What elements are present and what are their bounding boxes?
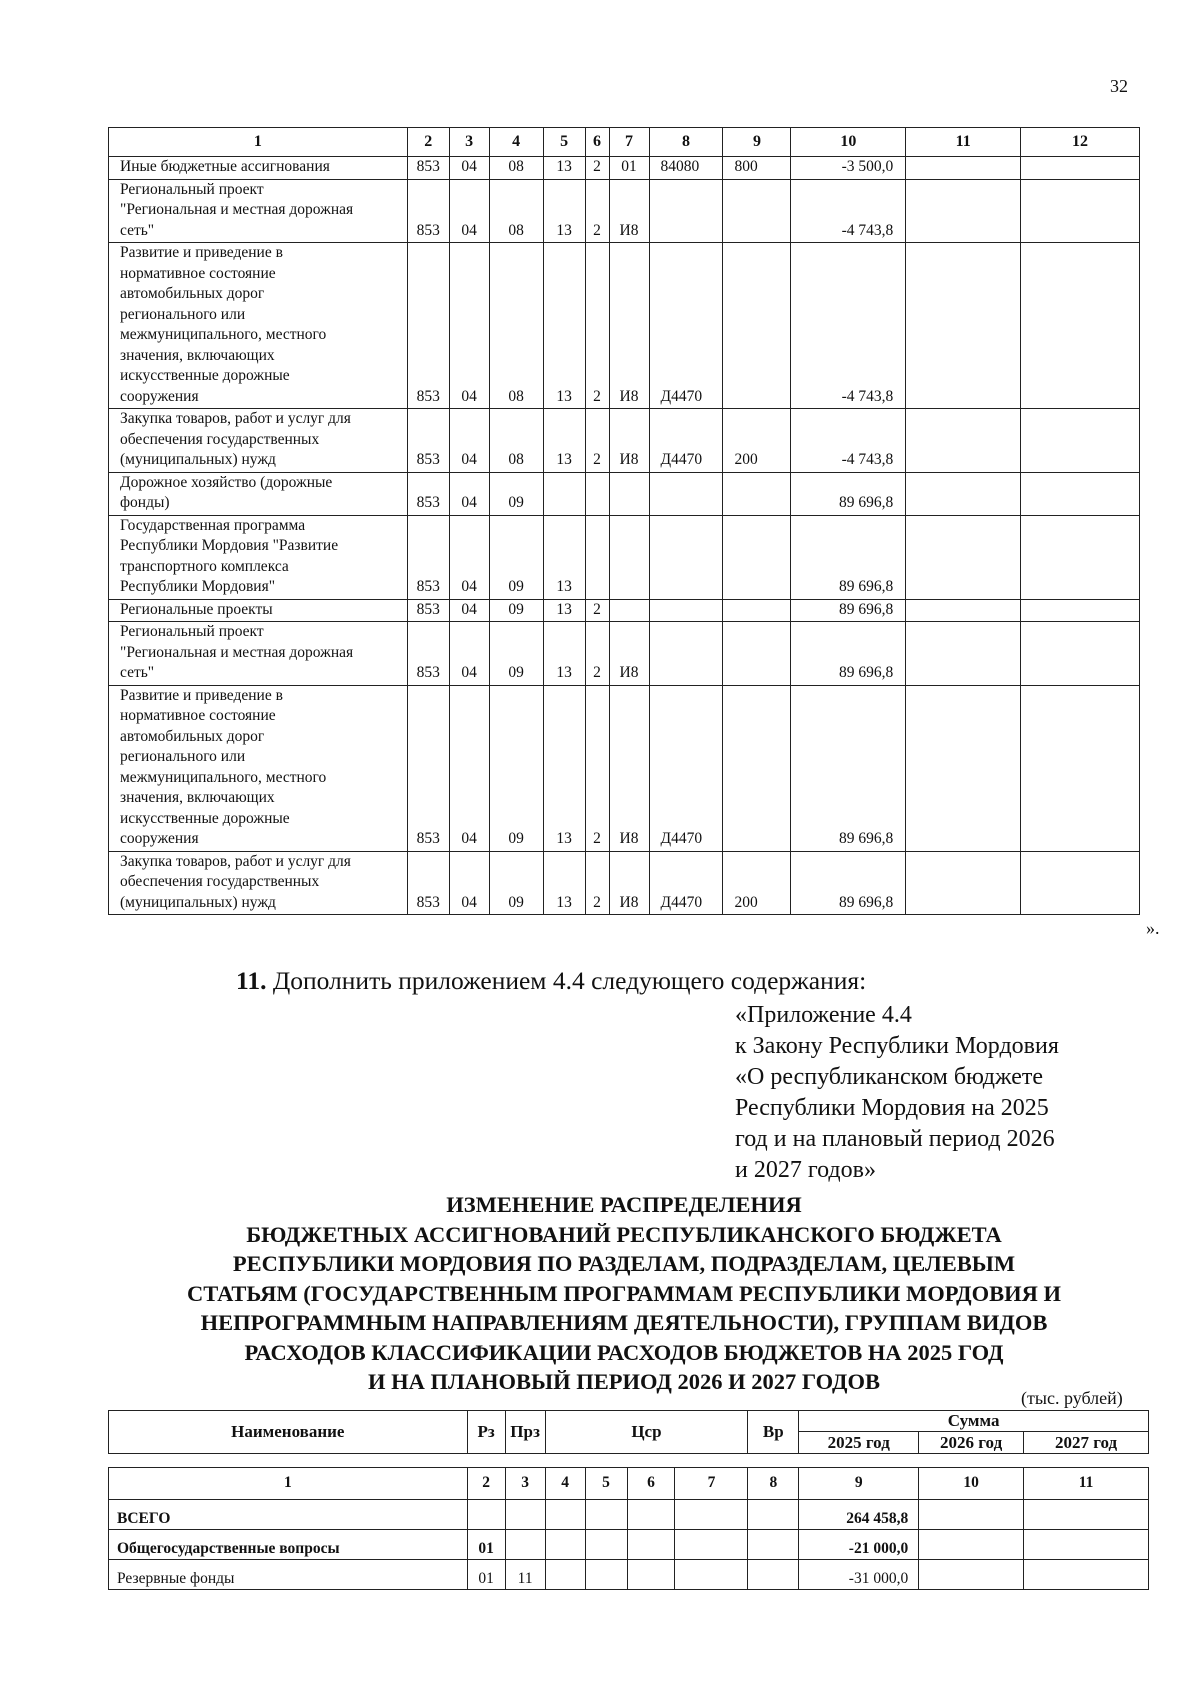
row-name-line: нормативное состояние bbox=[120, 264, 276, 282]
cell-c5: 13 bbox=[543, 851, 585, 915]
col-number: 6 bbox=[627, 1468, 675, 1500]
cell-c4: 08 bbox=[489, 409, 543, 473]
cell-c7: И8 bbox=[609, 243, 649, 409]
cell-c9: -31 000,0 bbox=[799, 1560, 919, 1590]
cell-c9 bbox=[723, 472, 791, 515]
cell-c3: 04 bbox=[449, 409, 489, 473]
document-title bbox=[108, 1190, 1140, 1397]
cell-c4: 09 bbox=[489, 622, 543, 686]
page-number: 32 bbox=[1110, 76, 1128, 96]
col-number: 4 bbox=[545, 1468, 585, 1500]
table-row bbox=[109, 179, 1140, 243]
cell-c7: И8 bbox=[609, 851, 649, 915]
cell-c2: 853 bbox=[407, 599, 449, 622]
cell-c3: 04 bbox=[449, 685, 489, 851]
cell-c5: 13 bbox=[543, 243, 585, 409]
cell-c9 bbox=[723, 685, 791, 851]
cell-c9: -21 000,0 bbox=[799, 1530, 919, 1560]
table-row bbox=[109, 243, 1140, 409]
cell-c2: 853 bbox=[407, 851, 449, 915]
empty-cell bbox=[585, 1500, 627, 1530]
empty-cell bbox=[748, 1560, 799, 1590]
empty-cell bbox=[675, 1560, 748, 1590]
title-line: БЮДЖЕТНЫХ АССИГНОВАНИЙ РЕСПУБЛИКАНСКОГО БЮДЖЕТА bbox=[246, 1221, 1002, 1247]
cell-c4: 09 bbox=[489, 599, 543, 622]
cell-c2: 853 bbox=[407, 622, 449, 686]
col-header: 6 bbox=[585, 128, 609, 157]
cell-c9: 200 bbox=[723, 851, 791, 915]
col-number: 2 bbox=[467, 1468, 505, 1500]
col-number: 8 bbox=[748, 1468, 799, 1500]
row-name-line: Закупка товаров, работ и услуг для bbox=[120, 852, 351, 870]
row-name-line: "Региональная и местная дорожная bbox=[120, 643, 354, 661]
cell-c4: 09 bbox=[489, 685, 543, 851]
row-name-line: регионального или bbox=[120, 305, 246, 323]
cell-c10: 89 696,8 bbox=[791, 515, 906, 599]
row-name-line: межмуниципального, местного bbox=[120, 768, 327, 786]
cell-c12 bbox=[1021, 599, 1140, 622]
cell-c5 bbox=[543, 472, 585, 515]
table-row bbox=[109, 472, 1140, 515]
row-name bbox=[109, 157, 408, 180]
empty-cell bbox=[748, 1500, 799, 1530]
cell-c12 bbox=[1021, 515, 1140, 599]
col-header: 7 bbox=[609, 128, 649, 157]
cell-c11 bbox=[906, 179, 1021, 243]
item-text: Дополнить приложением 4.4 следующего содержания: bbox=[266, 966, 867, 995]
row-name-line: Развитие и приведение в bbox=[120, 244, 283, 261]
cell-c7 bbox=[609, 599, 649, 622]
cell-c12 bbox=[1021, 157, 1140, 180]
cell-c7: 01 bbox=[609, 157, 649, 180]
table-row bbox=[109, 515, 1140, 599]
empty-cell bbox=[919, 1530, 1024, 1560]
header-2025: 2025 год bbox=[799, 1432, 919, 1454]
row-name-line: Дорожное хозяйство (дорожные bbox=[120, 473, 333, 491]
cell-c8: Д4470 bbox=[649, 243, 723, 409]
row-name-line: (муниципальных) нужд bbox=[120, 893, 276, 911]
quote-end: ». bbox=[1146, 918, 1160, 938]
cell-c5: 13 bbox=[543, 685, 585, 851]
row-name bbox=[109, 599, 408, 622]
cell-c8: Д4470 bbox=[649, 851, 723, 915]
cell-c4: 09 bbox=[489, 472, 543, 515]
row-name-line: Республики Мордовия" bbox=[120, 578, 276, 595]
col-header: 12 bbox=[1021, 128, 1140, 157]
row-name bbox=[109, 243, 408, 409]
cell-c6 bbox=[585, 472, 609, 515]
cell-c3: 04 bbox=[449, 472, 489, 515]
row-name-line: Закупка товаров, работ и услуг для bbox=[120, 410, 351, 427]
cell-c2: 853 bbox=[407, 685, 449, 851]
empty-cell bbox=[585, 1560, 627, 1590]
table-row bbox=[109, 1560, 1149, 1590]
row-name-line: искусственные дорожные bbox=[120, 367, 290, 384]
row-name-line: межмуниципального, местного bbox=[120, 326, 327, 343]
col-header: 1 bbox=[109, 128, 408, 157]
cell-c8 bbox=[649, 179, 723, 243]
cell-c6: 2 bbox=[585, 243, 609, 409]
row-name-line: нормативное состояние bbox=[120, 707, 276, 724]
cell-c2: 853 bbox=[407, 515, 449, 599]
cell-c12 bbox=[1021, 409, 1140, 473]
row-name-line: регионального или bbox=[120, 748, 246, 765]
col-header: 5 bbox=[543, 128, 585, 157]
cell-c4: 08 bbox=[489, 179, 543, 243]
empty-cell bbox=[748, 1530, 799, 1560]
col-header: 8 bbox=[649, 128, 723, 157]
cell-c5: 13 bbox=[543, 179, 585, 243]
row-name-line: Региональный проект bbox=[120, 180, 264, 198]
allocation-table bbox=[108, 1467, 1149, 1590]
appendix-reference bbox=[735, 1000, 1059, 1186]
col-header: 10 bbox=[791, 128, 906, 157]
col-number: 7 bbox=[675, 1468, 748, 1500]
cell-c6: 2 bbox=[585, 599, 609, 622]
header-csr: Цср bbox=[545, 1411, 748, 1454]
cell-c12 bbox=[1021, 685, 1140, 851]
col-number: 5 bbox=[585, 1468, 627, 1500]
header-rz: Рз bbox=[467, 1411, 505, 1454]
cell-c2: 01 bbox=[467, 1530, 505, 1560]
cell-c10: -3 500,0 bbox=[791, 157, 906, 180]
cell-c11 bbox=[906, 157, 1021, 180]
cell-c2: 853 bbox=[407, 409, 449, 473]
row-name-line: сеть" bbox=[120, 221, 155, 239]
row-name-line: сооружения bbox=[120, 387, 199, 405]
row-name-line: Развитие и приведение в bbox=[120, 686, 283, 704]
cell-c2: 853 bbox=[407, 472, 449, 515]
cell-c3 bbox=[505, 1500, 545, 1530]
cell-c10: 89 696,8 bbox=[791, 599, 906, 622]
row-name-line: значения, включающих bbox=[120, 789, 275, 806]
cell-c2: 853 bbox=[407, 179, 449, 243]
col-number: 10 bbox=[919, 1468, 1024, 1500]
row-name-line: автомобильных дорог bbox=[120, 285, 265, 302]
row-name-line: обеспечения государственных bbox=[120, 430, 320, 448]
empty-cell bbox=[545, 1560, 585, 1590]
cell-c5: 13 bbox=[543, 409, 585, 473]
appendix-line: год и на плановый период 2026 bbox=[735, 1126, 1055, 1152]
cell-c3: 04 bbox=[449, 243, 489, 409]
cell-c8: 84080 bbox=[649, 157, 723, 180]
table-row bbox=[109, 622, 1140, 686]
cell-c10: 89 696,8 bbox=[791, 851, 906, 915]
row-name-line: (муниципальных) нужд bbox=[120, 451, 276, 468]
empty-cell bbox=[627, 1560, 675, 1590]
header-2026: 2026 год bbox=[919, 1432, 1024, 1454]
cell-c7: И8 bbox=[609, 685, 649, 851]
cell-c9 bbox=[723, 599, 791, 622]
col-header: 11 bbox=[906, 128, 1021, 157]
cell-c11 bbox=[906, 599, 1021, 622]
empty-cell bbox=[1024, 1530, 1149, 1560]
cell-c10: -4 743,8 bbox=[791, 409, 906, 473]
cell-name: ВСЕГО bbox=[109, 1500, 468, 1530]
row-name-line: фонды) bbox=[120, 494, 170, 511]
col-number: 9 bbox=[799, 1468, 919, 1500]
empty-cell bbox=[1024, 1560, 1149, 1590]
cell-c9 bbox=[723, 179, 791, 243]
cell-c8: Д4470 bbox=[649, 685, 723, 851]
empty-cell bbox=[545, 1530, 585, 1560]
col-header: 4 bbox=[489, 128, 543, 157]
row-name-line: Государственная программа bbox=[120, 516, 306, 534]
cell-c3: 04 bbox=[449, 851, 489, 915]
cell-c11 bbox=[906, 243, 1021, 409]
cell-c3: 04 bbox=[449, 599, 489, 622]
cell-c6: 2 bbox=[585, 179, 609, 243]
cell-c9 bbox=[723, 243, 791, 409]
table-row bbox=[109, 851, 1140, 915]
cell-c10: 89 696,8 bbox=[791, 685, 906, 851]
cell-c5: 13 bbox=[543, 622, 585, 686]
header-2027: 2027 год bbox=[1024, 1432, 1149, 1454]
cell-c9: 800 bbox=[723, 157, 791, 180]
cell-c8 bbox=[649, 472, 723, 515]
table-row bbox=[109, 409, 1140, 473]
cell-c6: 2 bbox=[585, 157, 609, 180]
header-vr: Вр bbox=[748, 1411, 799, 1454]
row-name bbox=[109, 685, 408, 851]
cell-c11 bbox=[906, 472, 1021, 515]
row-name bbox=[109, 179, 408, 243]
header-sum: Сумма bbox=[799, 1411, 1149, 1432]
cell-c7 bbox=[609, 472, 649, 515]
row-name-line: Иные бюджетные ассигнования bbox=[120, 158, 330, 175]
item-number: 11. bbox=[236, 966, 267, 995]
cell-c9: 200 bbox=[723, 409, 791, 473]
empty-cell bbox=[1024, 1500, 1149, 1530]
row-name-line: Региональный проект bbox=[120, 623, 264, 640]
cell-c2: 01 bbox=[467, 1560, 505, 1590]
table-header-row bbox=[109, 128, 1140, 157]
empty-cell bbox=[585, 1530, 627, 1560]
row-name bbox=[109, 409, 408, 473]
cell-c5: 13 bbox=[543, 157, 585, 180]
amendment-item bbox=[236, 966, 866, 996]
table-number-row bbox=[109, 1468, 1149, 1500]
row-name-line: значения, включающих bbox=[120, 346, 275, 364]
cell-c6: 2 bbox=[585, 622, 609, 686]
empty-cell bbox=[627, 1500, 675, 1530]
cell-c9 bbox=[723, 622, 791, 686]
units-label: (тыс. рублей) bbox=[1021, 1388, 1123, 1408]
header-prz: Прз bbox=[505, 1411, 545, 1454]
cell-c9 bbox=[723, 515, 791, 599]
row-name-line: Республики Мордовия "Развитие bbox=[120, 537, 339, 554]
cell-c6 bbox=[585, 515, 609, 599]
cell-c7: И8 bbox=[609, 179, 649, 243]
cell-c2: 853 bbox=[407, 157, 449, 180]
row-name bbox=[109, 851, 408, 915]
empty-cell bbox=[545, 1500, 585, 1530]
cell-c8 bbox=[649, 515, 723, 599]
cell-c4: 08 bbox=[489, 243, 543, 409]
cell-c12 bbox=[1021, 622, 1140, 686]
cell-c8 bbox=[649, 622, 723, 686]
row-name-line: Региональные проекты bbox=[120, 600, 273, 618]
appendix-line: к Закону Республики Мордовия bbox=[735, 1033, 1059, 1059]
cell-c6: 2 bbox=[585, 851, 609, 915]
cell-c2: 853 bbox=[407, 243, 449, 409]
cell-c8: Д4470 bbox=[649, 409, 723, 473]
cell-c12 bbox=[1021, 851, 1140, 915]
empty-cell bbox=[675, 1530, 748, 1560]
cell-c12 bbox=[1021, 472, 1140, 515]
cell-c9: 264 458,8 bbox=[799, 1500, 919, 1530]
empty-cell bbox=[627, 1530, 675, 1560]
cell-name: Общегосударственные вопросы bbox=[109, 1530, 468, 1560]
col-header: 3 bbox=[449, 128, 489, 157]
cell-c6: 2 bbox=[585, 409, 609, 473]
row-name bbox=[109, 622, 408, 686]
cell-c7: И8 bbox=[609, 409, 649, 473]
row-name-line: обеспечения государственных bbox=[120, 873, 320, 890]
cell-c11 bbox=[906, 622, 1021, 686]
row-name-line: сеть" bbox=[120, 664, 155, 681]
cell-c11 bbox=[906, 685, 1021, 851]
cell-c11 bbox=[906, 515, 1021, 599]
table-row bbox=[109, 1500, 1149, 1530]
table-row bbox=[109, 599, 1140, 622]
title-line: РАСХОДОВ КЛАССИФИКАЦИИ РАСХОДОВ БЮДЖЕТОВ НА 2025 ГОД bbox=[244, 1339, 1004, 1365]
cell-c4: 09 bbox=[489, 515, 543, 599]
cell-c3: 04 bbox=[449, 515, 489, 599]
cell-c8 bbox=[649, 599, 723, 622]
cell-c7 bbox=[609, 515, 649, 599]
title-line: РЕСПУБЛИКИ МОРДОВИЯ ПО РАЗДЕЛАМ, ПОДРАЗДЕЛАМ, ЦЕЛЕВЫМ bbox=[232, 1251, 1016, 1276]
cell-c4: 08 bbox=[489, 157, 543, 180]
appendix-line: и 2027 годов» bbox=[735, 1157, 876, 1183]
row-name bbox=[109, 515, 408, 599]
cell-c10: -4 743,8 bbox=[791, 179, 906, 243]
cell-c11 bbox=[906, 409, 1021, 473]
cell-c12 bbox=[1021, 243, 1140, 409]
row-name-line: "Региональная и местная дорожная bbox=[120, 201, 354, 218]
title-line: ИЗМЕНЕНИЕ РАСПРЕДЕЛЕНИЯ bbox=[446, 1192, 802, 1217]
cell-c6: 2 bbox=[585, 685, 609, 851]
row-name-line: автомобильных дорог bbox=[120, 727, 265, 745]
cell-c3: 11 bbox=[505, 1560, 545, 1590]
row-name-line: сооружения bbox=[120, 830, 199, 847]
cell-c12 bbox=[1021, 179, 1140, 243]
table-row bbox=[109, 1530, 1149, 1560]
appendix-line: Республики Мордовия на 2025 bbox=[735, 1095, 1049, 1121]
empty-cell bbox=[919, 1560, 1024, 1590]
col-number: 1 bbox=[109, 1468, 468, 1500]
cell-c3 bbox=[505, 1530, 545, 1560]
row-name bbox=[109, 472, 408, 515]
allocation-table-header bbox=[108, 1410, 1149, 1454]
col-number: 3 bbox=[505, 1468, 545, 1500]
table-row bbox=[109, 685, 1140, 851]
row-name-line: искусственные дорожные bbox=[120, 809, 290, 827]
cell-c4: 09 bbox=[489, 851, 543, 915]
cell-c2 bbox=[467, 1500, 505, 1530]
col-header: 2 bbox=[407, 128, 449, 157]
col-number: 11 bbox=[1024, 1468, 1149, 1500]
cell-c3: 04 bbox=[449, 157, 489, 180]
cell-c5: 13 bbox=[543, 599, 585, 622]
cell-c5: 13 bbox=[543, 515, 585, 599]
appendix-line: «О республиканском бюджете bbox=[735, 1064, 1044, 1090]
cell-c11 bbox=[906, 851, 1021, 915]
col-header: 9 bbox=[723, 128, 791, 157]
cell-c10: 89 696,8 bbox=[791, 472, 906, 515]
budget-table-continuation bbox=[108, 127, 1140, 915]
cell-name: Резервные фонды bbox=[109, 1560, 468, 1590]
cell-c3: 04 bbox=[449, 179, 489, 243]
cell-c3: 04 bbox=[449, 622, 489, 686]
cell-c10: -4 743,8 bbox=[791, 243, 906, 409]
title-line: И НА ПЛАНОВЫЙ ПЕРИОД 2026 И 2027 ГОДОВ bbox=[368, 1369, 880, 1394]
title-line: СТАТЬЯМ (ГОСУДАРСТВЕННЫМ ПРОГРАММАМ РЕСПУБЛИКИ МОРДОВИЯ И bbox=[187, 1280, 1061, 1306]
cell-c7: И8 bbox=[609, 622, 649, 686]
header-name: Наименование bbox=[109, 1411, 468, 1454]
empty-cell bbox=[919, 1500, 1024, 1530]
title-line: НЕПРОГРАММНЫМ НАПРАВЛЕНИЯМ ДЕЯТЕЛЬНОСТИ), ГРУППАМ ВИДОВ bbox=[200, 1310, 1048, 1335]
empty-cell bbox=[675, 1500, 748, 1530]
row-name-line: транспортного комплекса bbox=[120, 557, 289, 575]
cell-c10: 89 696,8 bbox=[791, 622, 906, 686]
appendix-line: «Приложение 4.4 bbox=[735, 1002, 912, 1028]
table-row bbox=[109, 157, 1140, 180]
